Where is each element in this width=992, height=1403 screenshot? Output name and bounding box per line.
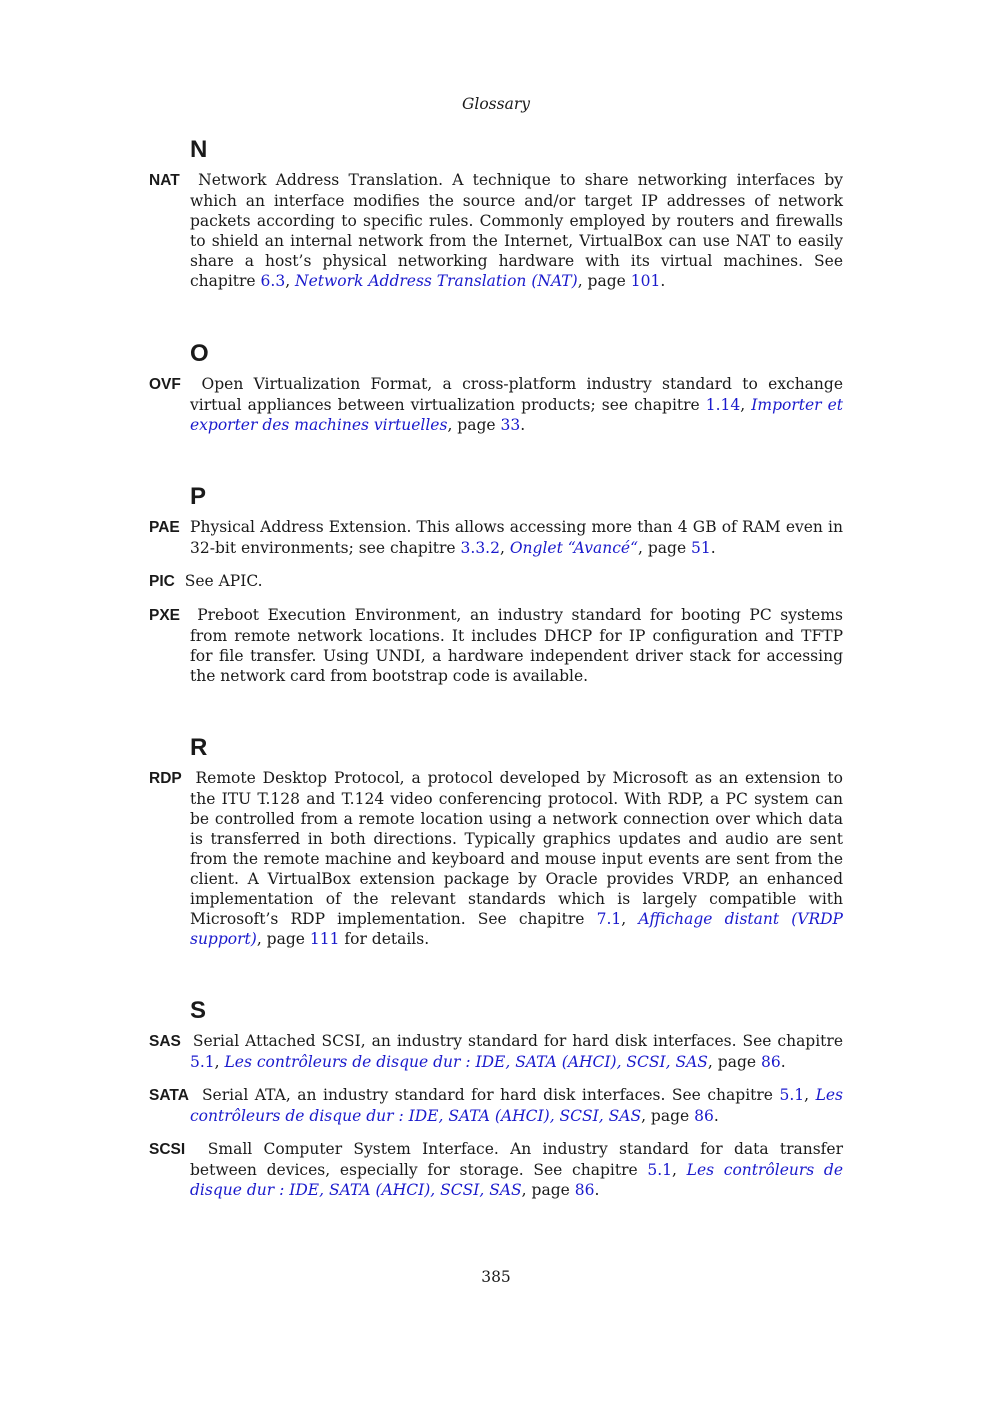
section-n: [149, 130, 843, 291]
section-s: [149, 991, 843, 1200]
section-o: [149, 334, 843, 435]
glossary-entry-sata: SATA Serial ATA, an industry standard for hard disk interfaces. See chapitre 5.1, Les contrôleurs de disque dur : IDE, SATA (AHCI), SCSI, SAS, page 86.: [149, 1086, 844, 1125]
page-number: 385: [481, 1268, 511, 1286]
entry-text: Network Address Translation. A technique to share networking interfaces by which an interface modifies the source and/or target IP addresses of network packets according to specific rules. Commonly employed by routers and firewalls to shield an internal network from the Internet, VirtualBox can use NAT to easily share a host’s physical networking hardware with its virtual machines. See chapitre: [190, 171, 843, 290]
page-link[interactable]: 86: [574, 1181, 595, 1199]
entry-text: Serial Attached SCSI, an industry standard for hard disk interfaces. See chapitre: [192, 1032, 843, 1050]
glossary-body: [149, 130, 843, 1200]
entry-suffix: for details.: [339, 930, 430, 948]
entry-text: Remote Desktop Protocol, a protocol developed by Microsoft as an extension to the ITU T.128 and T.124 video conferencing protocol. With RDP, a PC system can be controlled from a remote location using a network connection over which data is transferred in both directions. Typically graphics updates and audio are sent from the remote machine and keyboard and mouse input events are sent from the client. A VirtualBox extension package by Oracle provides VRDP, an enhanced implementation of the relevant standards which is largely compatible with Microsoft’s RDP implementation. See chapitre: [190, 769, 843, 928]
glossary-entry-scsi: SCSI Small Computer System Interface. An industry standard for data transfer between devices, especially for storage. See chapitre 5.1, Les contrôleurs de disque dur : IDE, SATA (AHCI), SCSI, SAS, page 86.: [149, 1140, 844, 1199]
page-link[interactable]: 101: [630, 272, 661, 290]
glossary-term: PAE: [149, 519, 180, 536]
section-link[interactable]: Les contrôleurs de disque dur : IDE, SATA (AHCI), SCSI, SAS: [190, 1161, 844, 1199]
entry-text: Open Virtualization Format, a cross-platform industry standard to exchange virtual appliances between virtualization products; see chapitre: [190, 375, 843, 414]
glossary-entry-pae: PAE Physical Address Extension. This allows accessing more than 4 GB of RAM even in 32-bit environments; see chapitre 3.3.2, Onglet “Avancé“, page 51.: [149, 518, 843, 557]
glossary-entry-pxe: [149, 605, 843, 686]
page-link[interactable]: 86: [694, 1107, 714, 1125]
running-header: Glossary: [462, 95, 530, 113]
chapter-link[interactable]: 5.1: [647, 1161, 673, 1179]
glossary-entry-sas: SAS Serial Attached SCSI, an industry standard for hard disk interfaces. See chapitre 5.1, Les contrôleurs de disque dur : IDE, SATA (AHCI), SCSI, SAS, page 86.: [149, 1032, 843, 1071]
page-link[interactable]: 33: [500, 416, 521, 434]
chapter-link[interactable]: 3.3.2: [460, 539, 500, 557]
glossary-term: PXE: [149, 607, 181, 624]
glossary-entry-ovf: OVF Open Virtualization Format, a cross-platform industry standard to exchange virtual appliances between virtualization products; see chapitre 1.14, Importer et exporter des machines virtuelles, page 33.: [149, 375, 844, 434]
section-link[interactable]: Importer et exporter des machines virtuelles: [190, 396, 844, 434]
section-p: [149, 477, 843, 686]
glossary-term: NAT: [149, 172, 180, 189]
glossary-term: SCSI: [149, 1141, 186, 1158]
entry-suffix: .: [710, 539, 716, 557]
section-link[interactable]: Les contrôleurs de disque dur : IDE, SATA (AHCI), SCSI, SAS: [190, 1086, 844, 1125]
chapter-link[interactable]: 5.1: [190, 1053, 215, 1071]
section-r: [149, 728, 843, 949]
entry-suffix: .: [594, 1181, 600, 1199]
section-letter: N: [190, 136, 208, 163]
chapter-link[interactable]: 1.14: [705, 396, 741, 414]
entry-text: Serial ATA, an industry standard for hard disk interfaces. See chapitre: [201, 1086, 780, 1104]
entry-text: See APIC.: [184, 572, 263, 590]
entry-text: Small Computer System Interface. An industry standard for data transfer between devices, especially for storage. See chapitre: [190, 1140, 844, 1179]
chapter-link[interactable]: 6.3: [260, 272, 286, 290]
glossary-term: SAS: [149, 1033, 181, 1050]
section-link[interactable]: Network Address Translation (NAT): [295, 272, 578, 290]
glossary-entry-nat: NAT Network Address Translation. A technique to share networking interfaces by which an interface modifies the source and/or target IP addresses of network packets according to specific rules. Commonly employed by routers and firewalls to shield an internal network from the Internet, VirtualBox can use NAT to easily share a host’s physical networking hardware with its virtual machines. See chapitre 6.3, Network Address Translation (NAT), page 101.: [149, 171, 843, 290]
page-link[interactable]: 51: [691, 539, 711, 557]
glossary-term: PIC: [149, 573, 175, 590]
glossary-term: OVF: [149, 376, 181, 393]
entry-text: Preboot Execution Environment, an industry standard for booting PC systems from remote network locations. It includes DHCP for IP configuration and TFTP for file transfer. Using UNDI, a hardware independent driver stack for accessing the network card from bootstrap code is available.: [190, 606, 843, 685]
entry-text: Physical Address Extension. This allows accessing more than 4 GB of RAM even in 32-bit environments; see chapitre: [190, 518, 843, 557]
glossary-entry-pic: [149, 571, 843, 592]
section-letter: S: [190, 997, 207, 1024]
entry-suffix: .: [520, 416, 526, 434]
section-letter: O: [190, 340, 209, 367]
glossary-term: SATA: [149, 1087, 189, 1104]
entry-suffix: .: [780, 1053, 786, 1071]
section-letter: R: [190, 734, 208, 761]
entry-suffix: .: [660, 272, 666, 290]
entry-suffix: .: [713, 1107, 719, 1125]
section-link[interactable]: Les contrôleurs de disque dur : IDE, SATA (AHCI), SCSI, SAS: [224, 1053, 708, 1071]
glossary-term: RDP: [149, 770, 182, 787]
section-link[interactable]: Affichage distant (VRDP support): [190, 910, 843, 948]
page-link[interactable]: 86: [760, 1053, 781, 1071]
glossary-entry-rdp: RDP Remote Desktop Protocol, a protocol developed by Microsoft as an extension to the ITU T.128 and T.124 video conferencing protocol. With RDP, a PC system can be controlled from a remote location using a network connection over which data is transferred in both directions. Typically graphics updates and audio are sent from the remote machine and keyboard and mouse input events are sent from the client. A VirtualBox extension package by Oracle provides VRDP, an enhanced implementation of the relevant standards which is largely compatible with Microsoft’s RDP implementation. See chapitre 7.1, Affichage distant (VRDP support), page 111 for details.: [149, 769, 843, 948]
chapter-link[interactable]: 5.1: [779, 1086, 805, 1104]
chapter-link[interactable]: 7.1: [596, 910, 622, 928]
section-link[interactable]: Onglet “Avancé“: [509, 539, 638, 557]
section-letter: P: [190, 483, 207, 510]
page-link[interactable]: 111: [309, 930, 340, 948]
